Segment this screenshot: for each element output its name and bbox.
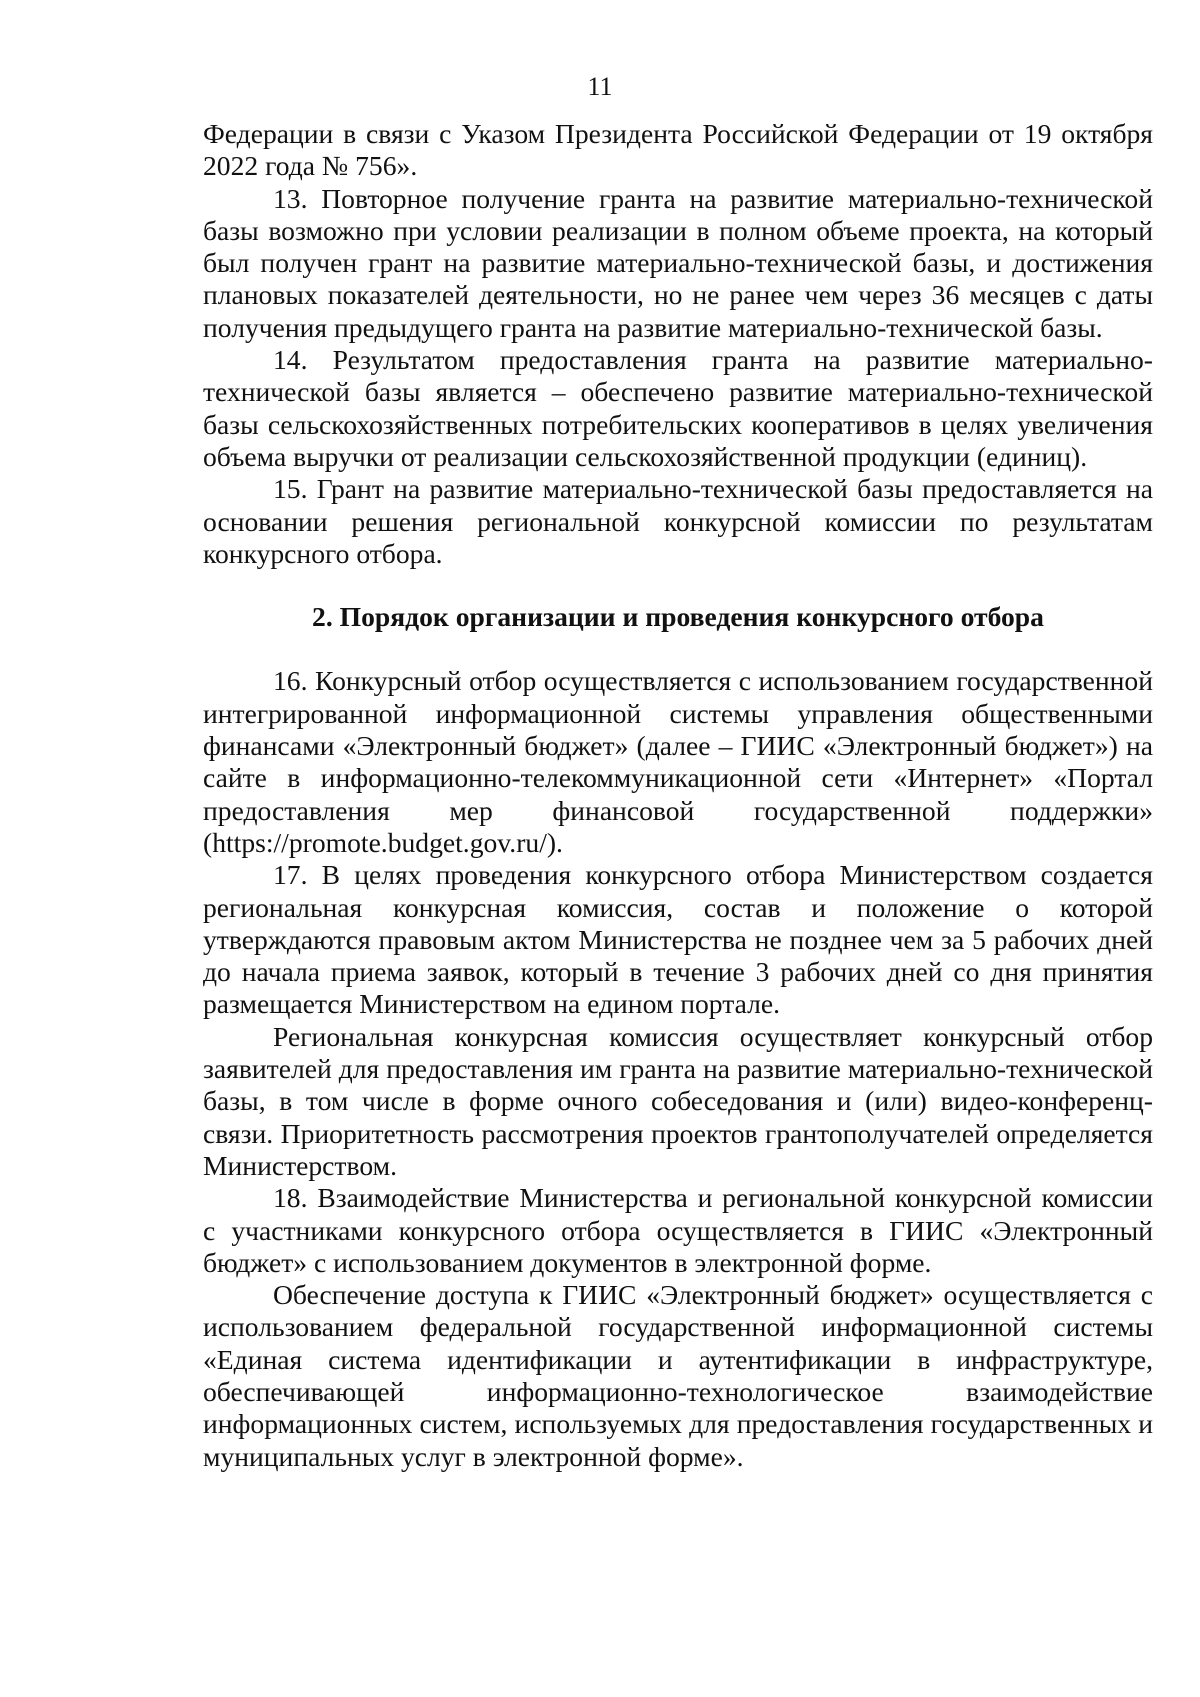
page-number: 11 (587, 72, 613, 101)
section-heading: 2. Порядок организации и проведения конкурсного отбора (312, 601, 1044, 633)
paragraph-continuation: Федерации в связи с Указом Президента Российской Федерации от 19 октября 2022 года № 756». (203, 118, 1153, 182)
paragraph-15: 15. Грант на развитие материально-технической базы предоставляется на основании решения региональной конкурсной комиссии по результатам конкурсного отбора. (203, 473, 1153, 569)
paragraph-16: 16. Конкурсный отбор осуществляется с использованием государственной интегрированной информационной системы управления общественными финансами «Электронный бюджет» (далее – ГИИС «Электронный бюджет») на сайте в информационно-телекоммуникационной сети «Интернет» «Портал предоставления мер финансовой государственной поддержки» (https://promote.budget.gov.ru/). (203, 665, 1153, 858)
document-body (203, 118, 1153, 1473)
paragraph-17-commission: Региональная конкурсная комиссия осуществляет конкурсный отбор заявителей для предоставления им гранта на развитие материально-технической базы, в том числе в форме очного собеседования и (или) видео-конференц-связи. Приоритетность рассмотрения проектов грантополучателей определяется Министерством. (203, 1020, 1153, 1181)
paragraph-13: 13. Повторное получение гранта на развитие материально-технической базы возможно при условии реализации в полном объеме проекта, на который был получен грант на развитие материально-технической базы, и достижения плановых показателей деятельности, но не ранее чем через 36 месяцев с даты получения предыдущего гранта на развитие материально-технической базы. (203, 182, 1153, 343)
paragraph-18-access: Обеспечение доступа к ГИИС «Электронный бюджет» осуществляется с использованием федеральной государственной информационной системы «Единая система идентификации и аутентификации в инфраструктуре, обеспечивающей информационно-технологическое взаимодействие информационных систем, используемых для предоставления государственных и муниципальных услуг в электронной форме». (203, 1279, 1153, 1472)
paragraph-17: 17. В целях проведения конкурсного отбора Министерством создается региональная конкурсная комиссия, состав и положение о которой утверждаются правовым актом Министерства не позднее чем за 5 рабочих дней до начала приема заявок, который в течение 3 рабочих дней со дня принятия размещается Министерством на едином портале. (203, 859, 1153, 1020)
paragraph-18: 18. Взаимодействие Министерства и региональной конкурсной комиссии с участниками конкурсного отбора осуществляется в ГИИС «Электронный бюджет» с использованием документов в электронной форме. (203, 1182, 1153, 1278)
paragraph-14: 14. Результатом предоставления гранта на развитие материально-технической базы является – обеспечено развитие материально-технической базы сельскохозяйственных потребительских кооперативов в целях увеличения объема выручки от реализации сельскохозяйственной продукции (единиц). (203, 344, 1153, 472)
